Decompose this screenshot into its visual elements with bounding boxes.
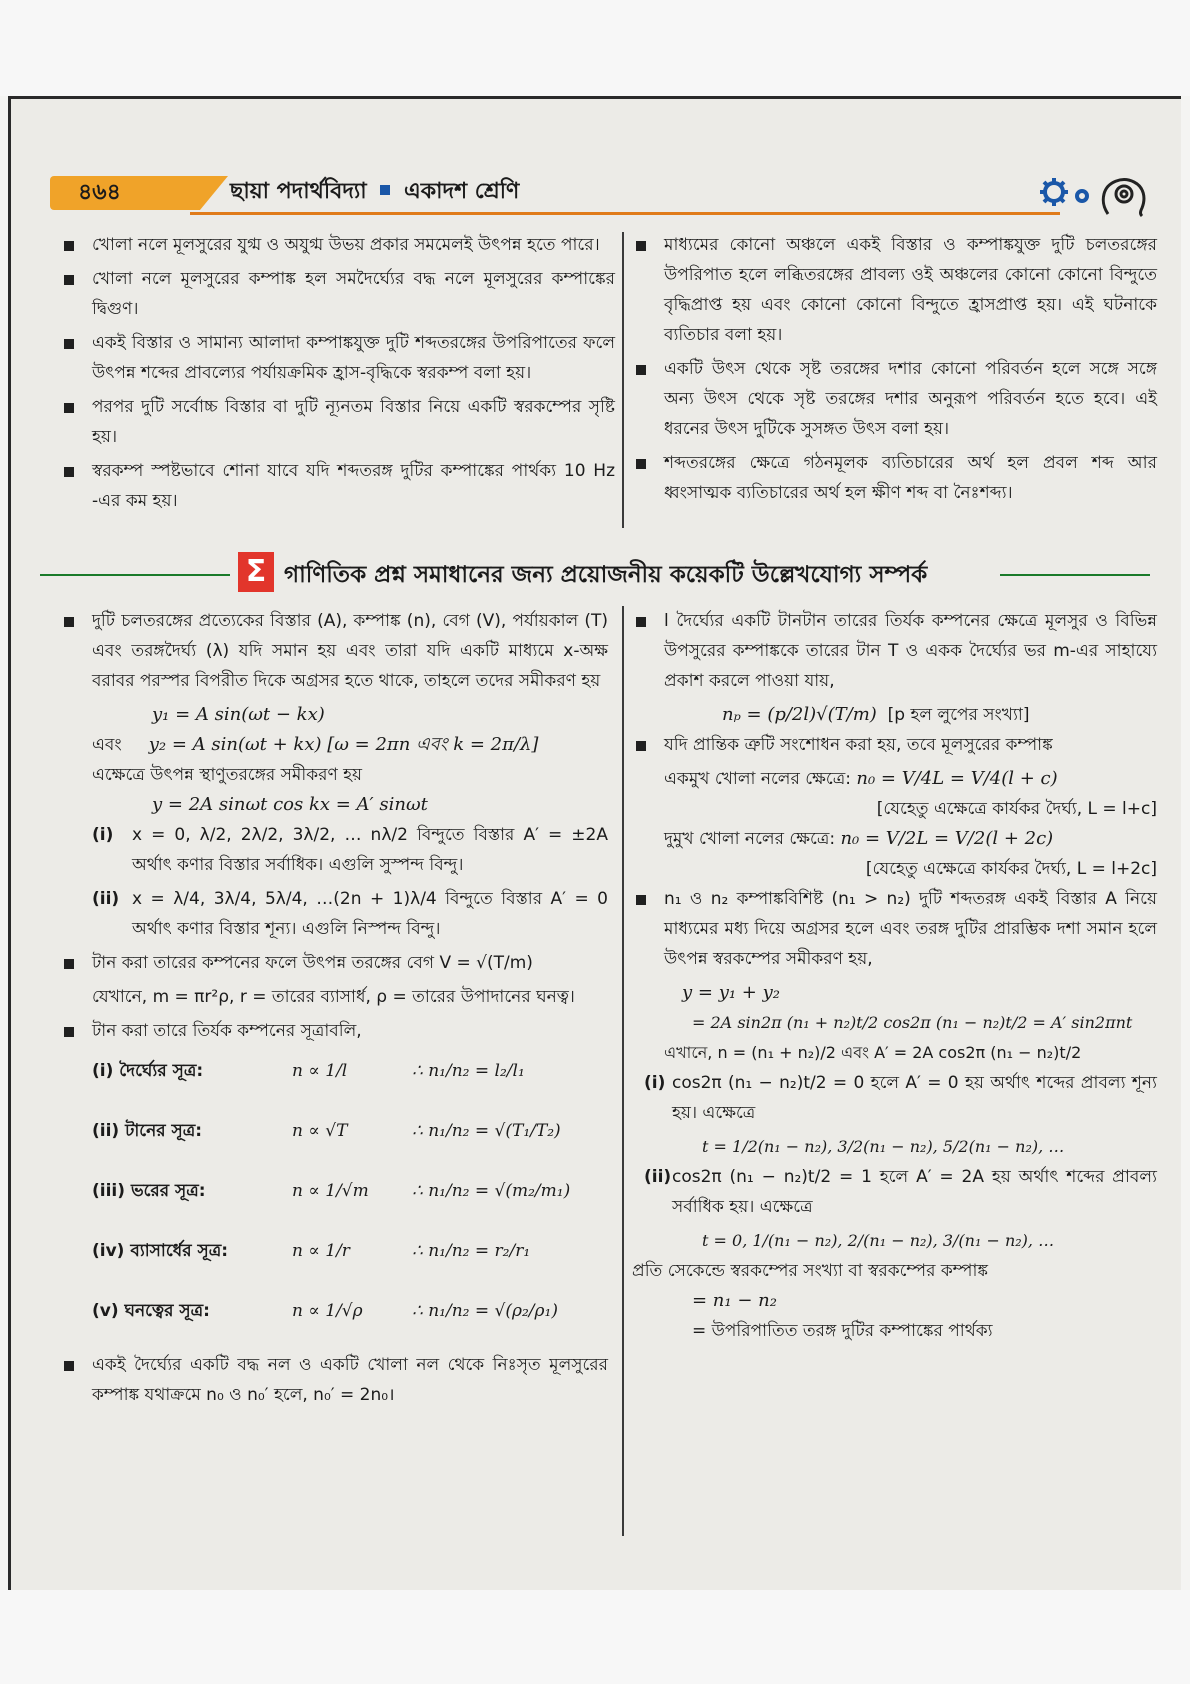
- open-pipe-equation: n₀ = V/2L = V/2(l + 2c): [840, 828, 1054, 849]
- laws-table: [60, 1050, 608, 1350]
- equation-note: [p হল লুপের সংখ্যা]: [887, 705, 1030, 725]
- bullet-text: একই দৈর্ঘ্যের একটি বদ্ধ নল ও একটি খোলা নল থেকে নিঃসৃত মূলসুরের কম্পাঙ্ক যথাক্রমে n₀ ও n₀′ হলে, n₀′ = 2n₀।: [92, 1355, 608, 1405]
- header-title: [230, 174, 519, 211]
- top-right-column: [632, 230, 1157, 512]
- stationary-intro: এক্ষেত্রে উৎপন্ন স্থাণুতরঙ্গের সমীকরণ হয়: [92, 765, 363, 785]
- gear-head-icon: [1030, 170, 1150, 218]
- bullet-square-icon: [636, 459, 646, 469]
- bullet-text: টান করা তারের কম্পনের ফলে উৎপন্ন তরঙ্গের বেগ V = √(T/m): [92, 953, 533, 973]
- where-text: [60, 982, 608, 1012]
- law-proportion: n ∝ √T: [292, 1121, 348, 1141]
- bullet-text: l দৈর্ঘ্যের একটি টানটান তারের তির্যক কম্পনের ক্ষেত্রে মূলসুর ও বিভিন্ন উপসুরের কম্পাঙ্ককে তারের টান T ও একক দৈর্ঘ্যের ভর m-এর সাহায্যে প্রকাশ করলে পাওয়া যায়,: [664, 611, 1157, 691]
- case-item: [632, 1068, 1157, 1128]
- law-ratio: ∴ n₁/n₂ = r₂/r₁: [412, 1241, 531, 1261]
- case-text: cos2π (n₁ − n₂)t/2 = 0 হলে A′ = 0 হয় অর্থাৎ শব্দের প্রাবল্য শূন্য হয়। এক্ষেত্রে: [672, 1073, 1157, 1123]
- book-title: ছায়া পদার্থবিদ্যা: [230, 179, 367, 204]
- law-ratio: ∴ n₁/n₂ = √(ρ₂/ρ₁): [412, 1301, 558, 1321]
- bullet-text: একটি উৎস থেকে সৃষ্ট তরঙ্গের দশার কোনো পরিবর্তন হলে সঙ্গে সঙ্গে অন্য উৎস থেকে সৃষ্ট তরঙ্গের দশার অনুরূপ পরিবর্তন হতে হবে। এই ধরনের উৎস দুটিকে সুসঙ্গত উৎস বলা হয়।: [664, 359, 1157, 439]
- bullet-square-icon: [636, 741, 646, 751]
- law-label: (iv) ব্যাসার্ধের সূত্র:: [92, 1241, 228, 1261]
- law-label: (ii) টানের সূত্র:: [92, 1121, 203, 1141]
- bullet-text: খোলা নলে মূলসুরের কম্পাঙ্ক হল সমদৈর্ঘ্যের বদ্ধ নলে মূলসুরের কম্পাঙ্কের দ্বিগুণ।: [92, 269, 615, 319]
- closed-pipe-row: [632, 764, 1157, 794]
- equation-np: nₚ = (p/2l)√(T/m): [722, 704, 877, 725]
- equation-sum: y = y₁ + y₂: [682, 982, 780, 1003]
- list-item: [60, 264, 615, 324]
- list-item: [632, 884, 1157, 974]
- section-rule-left: [40, 574, 230, 576]
- where-line: এখানে, n = (n₁ + n₂)/2 এবং A′ = 2A cos2π (n₁ − n₂)t/2: [664, 1043, 1082, 1062]
- list-item: [60, 230, 615, 260]
- equation-y2-row: [60, 730, 608, 760]
- page-number-tab-shape: [200, 176, 228, 210]
- list-item: [632, 730, 1157, 760]
- top-left-column: [60, 230, 615, 520]
- bullet-text: স্বরকম্প স্পষ্টভাবে শোনা যাবে যদি শব্দতরঙ্গ দুটির কম্পাঙ্কের পার্থক্য 10 Hz -এর কম হয়।: [92, 461, 615, 511]
- section-rule-right: [1000, 574, 1150, 576]
- closed-pipe-label: একমুখ খোলা নলের ক্ষেত্রে:: [664, 769, 851, 789]
- list-item: [632, 230, 1157, 350]
- header-square-icon: [380, 185, 390, 195]
- list-item: [60, 606, 608, 696]
- list-item: [60, 1016, 608, 1046]
- list-item: [60, 456, 615, 516]
- case-text: cos2π (n₁ − n₂)t/2 = 1 হলে A′ = 2A হয় অর্থাৎ শব্দের প্রাবল্য সর্বাধিক হয়। এক্ষেত্রে: [672, 1167, 1157, 1217]
- list-item: [60, 1350, 608, 1410]
- bullet-square-icon: [636, 365, 646, 375]
- bottom-left-column: [60, 606, 608, 1414]
- sigma-icon: Σ: [238, 552, 274, 592]
- law-label: (iii) ভরের সূত্র:: [92, 1181, 206, 1201]
- case-item: [60, 884, 608, 944]
- law-label: (i) দৈর্ঘ্যের সূত্র:: [92, 1061, 204, 1081]
- where-line: যেখানে, m = πr²ρ, r = তারের ব্যাসার্ধ, ρ = তারের উপাদানের ঘনত্ব।: [92, 987, 575, 1007]
- bullet-square-icon: [64, 1027, 74, 1037]
- bullet-square-icon: [64, 403, 74, 413]
- bullet-text: টান করা তারে তির্যক কম্পনের সূত্রাবলি,: [92, 1021, 362, 1041]
- case-label: (ii): [92, 889, 120, 909]
- case-text: x = λ/4, 3λ/4, 5λ/4, …(2n + 1)λ/4 বিন্দুতে বিস্তার A′ = 0 অর্থাৎ কণার বিস্তার শূন্য। এগুলি নিস্পন্দ বিন্দু।: [132, 889, 608, 939]
- beats-equation: = n₁ − n₂: [692, 1290, 777, 1311]
- bullet-text: খোলা নলে মূলসুরের যুগ্ম ও অযুগ্ম উভয় প্রকার সমমেলই উৎপন্ন হতে পারে।: [92, 235, 600, 255]
- bullet-square-icon: [64, 467, 74, 477]
- case-item: [60, 820, 608, 880]
- bullet-text: দুটি চলতরঙ্গের প্রত্যেকের বিস্তার (A), কম্পাঙ্ক (n), বেগ (V), পর্যায়কাল (T) এবং তরঙ্গদৈর্ঘ্য (λ) যদি সমান হয় এবং তারা যদি একটি মাধ্যমে x-অক্ষ বরাবর পরস্পর বিপরীত দিকে অগ্রসর হতে থাকে, তাহলে তদের সমীকরণ হয়: [92, 611, 608, 691]
- case-label: (ii): [644, 1167, 672, 1187]
- list-item: [60, 948, 608, 978]
- law-label: (v) ঘনত্বের সূত্র:: [92, 1301, 210, 1321]
- law-proportion: n ∝ 1/r: [292, 1241, 350, 1261]
- bullet-square-icon: [636, 617, 646, 627]
- bullet-text: যদি প্রান্তিক ত্রুটি সংশোধন করা হয়, তবে মূলসুরের কম্পাঙ্ক: [664, 735, 1053, 755]
- closed-pipe-equation: n₀ = V/4L = V/4(l + c): [856, 768, 1058, 789]
- law-proportion: n ∝ 1/√m: [292, 1181, 369, 1201]
- equation-np-row: [632, 700, 1157, 730]
- column-divider: [622, 606, 624, 1536]
- bullet-text: শব্দতরঙ্গের ক্ষেত্রে গঠনমূলক ব্যতিচারের অর্থ হল প্রবল শব্দ আর ধ্বংসাত্মক ব্যতিচারের অর্থ হল ক্ষীণ শব্দ বা নৈঃশব্দ্য।: [664, 453, 1157, 503]
- law-ratio: ∴ n₁/n₂ = √(m₂/m₁): [412, 1181, 571, 1201]
- bullet-text: একই বিস্তার ও সামান্য আলাদা কম্পাঙ্কযুক্ত দুটি শব্দতরঙ্গের উপরিপাতের ফলে উৎপন্ন শব্দের প্রাবল্যের পর্যায়ক্রমিক হ্রাস-বৃদ্ধিকে স্বরকম্প বলা হয়।: [92, 333, 615, 383]
- list-item: [632, 606, 1157, 696]
- bullet-square-icon: [64, 959, 74, 969]
- bullet-square-icon: [636, 241, 646, 251]
- equation-stationary: y = 2A sinωt cos kx = A′ sinωt: [152, 794, 428, 815]
- bullet-square-icon: [64, 241, 74, 251]
- equation-prefix: এবং: [92, 735, 122, 755]
- law-proportion: n ∝ 1/l: [292, 1061, 348, 1081]
- list-item: [632, 354, 1157, 444]
- bullet-text: পরপর দুটি সর্বোচ্চ বিস্তার বা দুটি ন্যূনতম বিস্তার নিয়ে একটি স্বরকম্পের সৃষ্টি হয়।: [92, 397, 615, 447]
- law-ratio: ∴ n₁/n₂ = √(T₁/T₂): [412, 1121, 561, 1141]
- case-label: (i): [644, 1073, 666, 1093]
- bullet-square-icon: [64, 339, 74, 349]
- open-pipe-label: দুমুখ খোলা নলের ক্ষেত্রে:: [664, 829, 836, 849]
- beats-line: প্রতি সেকেন্ডে স্বরকম্পের সংখ্যা বা স্বরকম্পের কম্পাঙ্ক: [632, 1261, 989, 1281]
- bullet-square-icon: [636, 895, 646, 905]
- section-title: গাণিতিক প্রশ্ন সমাধানের জন্য প্রয়োজনীয় কয়েকটি উল্লেখযোগ্য সম্পর্ক: [284, 562, 928, 588]
- beats-final: = উপরিপাতিত তরঙ্গ দুটির কম্পাঙ্কের পার্থক্য: [692, 1321, 993, 1341]
- bottom-margin: [0, 1590, 1190, 1684]
- bullet-square-icon: [64, 275, 74, 285]
- law-proportion: n ∝ 1/√ρ: [292, 1301, 363, 1321]
- closed-pipe-note: [যেহেতু এক্ষেত্রে কার্যকর দৈর্ঘ্য, L = l+c]: [876, 799, 1157, 819]
- list-item: [60, 328, 615, 388]
- bullet-text: মাধ্যমের কোনো অঞ্চলে একই বিস্তার ও কম্পাঙ্কযুক্ত দুটি চলতরঙ্গের উপরিপাত হলে লব্ধিতরঙ্গের প্রাবল্য ওই অঞ্চলের কোনো কোনো বিন্দুতে বৃদ্ধিপ্রাপ্ত হয় এবং কোনো কোনো বিন্দুতে হ্রাসপ্রাপ্ত হয়। এই ঘটনাকে ব্যতিচার বলা হয়।: [664, 235, 1157, 345]
- bullet-square-icon: [64, 617, 74, 627]
- page-header: [40, 170, 1150, 218]
- header-rule: [190, 212, 1060, 215]
- equation-beat: = 2A sin2π (n₁ + n₂)t/2 cos2π (n₁ − n₂)t/2 = A′ sin2πnt: [692, 1013, 1133, 1032]
- equation-y2: y₂ = A sin(ωt + kx) [ω = 2πn এবং k = 2π/λ]: [148, 734, 539, 755]
- case-label: (i): [92, 825, 114, 845]
- column-divider: [622, 232, 624, 528]
- open-pipe-row: [632, 824, 1157, 854]
- case-item: [632, 1162, 1157, 1222]
- case-i-times: t = 1/2(n₁ − n₂), 3/2(n₁ − n₂), 5/2(n₁ − n₂), …: [702, 1137, 1065, 1156]
- case-ii-times: t = 0, 1/(n₁ − n₂), 2/(n₁ − n₂), 3/(n₁ − n₂), …: [702, 1231, 1055, 1250]
- open-pipe-note: [যেহেতু এক্ষেত্রে কার্যকর দৈর্ঘ্য, L = l+2c]: [865, 859, 1157, 879]
- page-number: ৪৬৪: [50, 176, 200, 210]
- bullet-square-icon: [64, 1361, 74, 1371]
- list-item: [632, 448, 1157, 508]
- equation-y1: y₁ = A sin(ωt − kx): [152, 704, 325, 725]
- class-label: একাদশ শ্রেণি: [404, 179, 520, 204]
- bottom-right-column: [632, 606, 1157, 1346]
- law-ratio: ∴ n₁/n₂ = l₂/l₁: [412, 1061, 525, 1081]
- case-text: x = 0, λ/2, 2λ/2, 3λ/2, … nλ/2 বিন্দুতে বিস্তার A′ = ±2A অর্থাৎ কণার বিস্তার সর্বাধিক। এগুলি সুস্পন্দ বিন্দু।: [132, 825, 608, 875]
- section-heading: [40, 550, 1150, 598]
- top-margin: [0, 0, 1190, 96]
- bullet-text: n₁ ও n₂ কম্পাঙ্কবিশিষ্ট (n₁ > n₂) দুটি শব্দতরঙ্গ একই বিস্তার A নিয়ে মাধ্যমের মধ্য দিয়ে অগ্রসর হলে এবং তরঙ্গ দুটির প্রারম্ভিক দশা সমান হলে উৎপন্ন স্বরকম্পের সমীকরণ হয়,: [664, 889, 1157, 969]
- list-item: [60, 392, 615, 452]
